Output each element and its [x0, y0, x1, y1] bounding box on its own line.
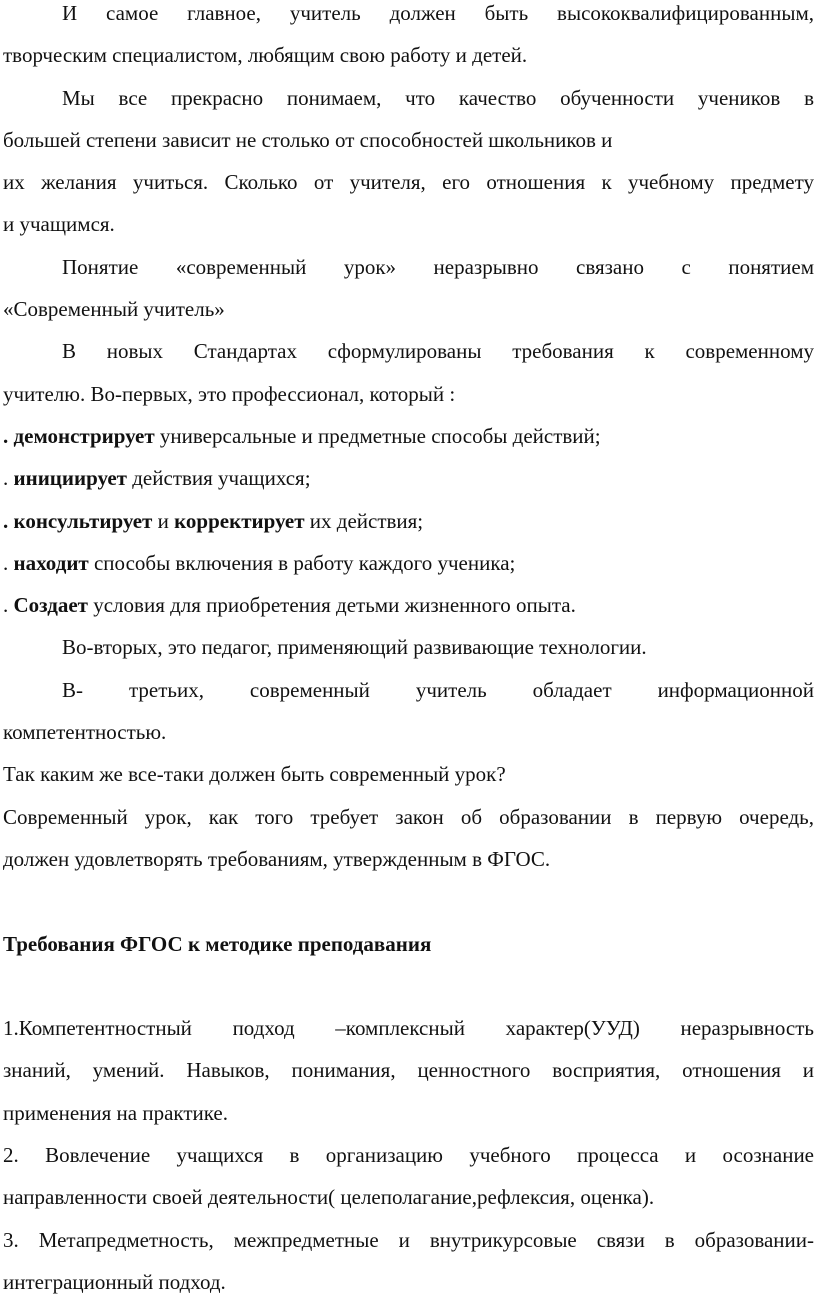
- bullet-prefix: .: [3, 423, 14, 448]
- paragraph-line: и учащимся.: [3, 212, 115, 237]
- requirement-line: 2. Вовлечение учащихся в организацию учебного процесса и осознание: [3, 1143, 814, 1168]
- requirement-line: 1.Компетентностный подход –комплексный характер(УУД) неразрывность: [3, 1016, 814, 1041]
- bullet-text: универсальные и предметные способы действий;: [154, 423, 601, 448]
- bullet-text: способы включения в работу каждого ученика;: [88, 550, 516, 575]
- bullet-keyword: инициирует: [13, 466, 127, 491]
- paragraph-line: «Современный учитель»: [3, 297, 225, 322]
- requirement-line: интеграционный подход.: [3, 1269, 226, 1294]
- bullet-prefix: .: [3, 508, 14, 533]
- paragraph-line: Понятие «современный урок» неразрывно связано с понятием: [62, 254, 814, 279]
- bullet-keyword: демонстрирует: [13, 423, 155, 448]
- section-heading: Требования ФГОС к методике преподавания: [3, 931, 432, 956]
- bullet-item: [3, 415, 814, 457]
- bullet-item: [3, 500, 814, 542]
- paragraph-line: большей степени зависит не столько от способностей школьников и: [3, 127, 613, 152]
- paragraph-line: их желания учиться. Сколько от учителя, его отношения к учебному предмету: [3, 170, 814, 195]
- paragraph-line: творческим специалистом, любящим свою работу и детей.: [3, 43, 528, 68]
- paragraph-line: должен удовлетворять требованиям, утвержденным в ФГОС.: [3, 846, 551, 871]
- bullet-item: [3, 542, 814, 584]
- bullet-keyword: корректирует: [174, 508, 305, 533]
- bullet-prefix: .: [3, 550, 14, 575]
- paragraph-line: Современный урок, как того требует закон об образовании в первую очередь,: [3, 804, 814, 829]
- paragraph-line: Так каким же все-таки должен быть современный урок?: [3, 762, 506, 787]
- requirement-line: знаний, умений. Навыков, понимания, ценностного восприятия, отношения и: [3, 1058, 814, 1083]
- bullet-item: [3, 457, 814, 499]
- paragraph-line: компетентностью.: [3, 720, 167, 745]
- paragraph-line: учителю. Во-первых, это профессионал, который :: [3, 381, 456, 406]
- bullet-text: действия учащихся;: [127, 466, 311, 491]
- bullet-keyword: находит: [13, 550, 89, 575]
- bullet-item: [3, 584, 814, 626]
- bullet-keyword: Создает: [13, 593, 88, 618]
- requirement-line: 3. Метапредметность, межпредметные и внутрикурсовые связи в образовании-: [3, 1227, 814, 1252]
- bullet-text: условия для приобретения детьми жизненного опыта.: [87, 593, 576, 618]
- blank-line: [3, 880, 814, 922]
- bullet-text: их действия;: [304, 508, 424, 533]
- paragraph-line: И самое главное, учитель должен быть высококвалифицированным,: [62, 1, 814, 25]
- paragraph-line: Во-вторых, это педагог, применяющий развивающие технологии.: [62, 635, 647, 660]
- paragraph-line: Мы все прекрасно понимаем, что качество обученности учеников в: [62, 85, 814, 110]
- requirement-line: направленности своей деятельности( целеполагание,рефлексия, оценка).: [3, 1185, 655, 1210]
- requirement-line: применения на практике.: [3, 1100, 228, 1125]
- bullet-prefix: .: [3, 593, 14, 618]
- paragraph-line: В- третьих, современный учитель обладает информационной: [62, 677, 814, 702]
- blank-line: [3, 965, 814, 1007]
- bullet-prefix: .: [3, 466, 14, 491]
- bullet-keyword: консультирует: [13, 508, 153, 533]
- bullet-connector: и: [152, 508, 175, 533]
- paragraph-line: В новых Стандартах сформулированы требования к современному: [62, 339, 814, 364]
